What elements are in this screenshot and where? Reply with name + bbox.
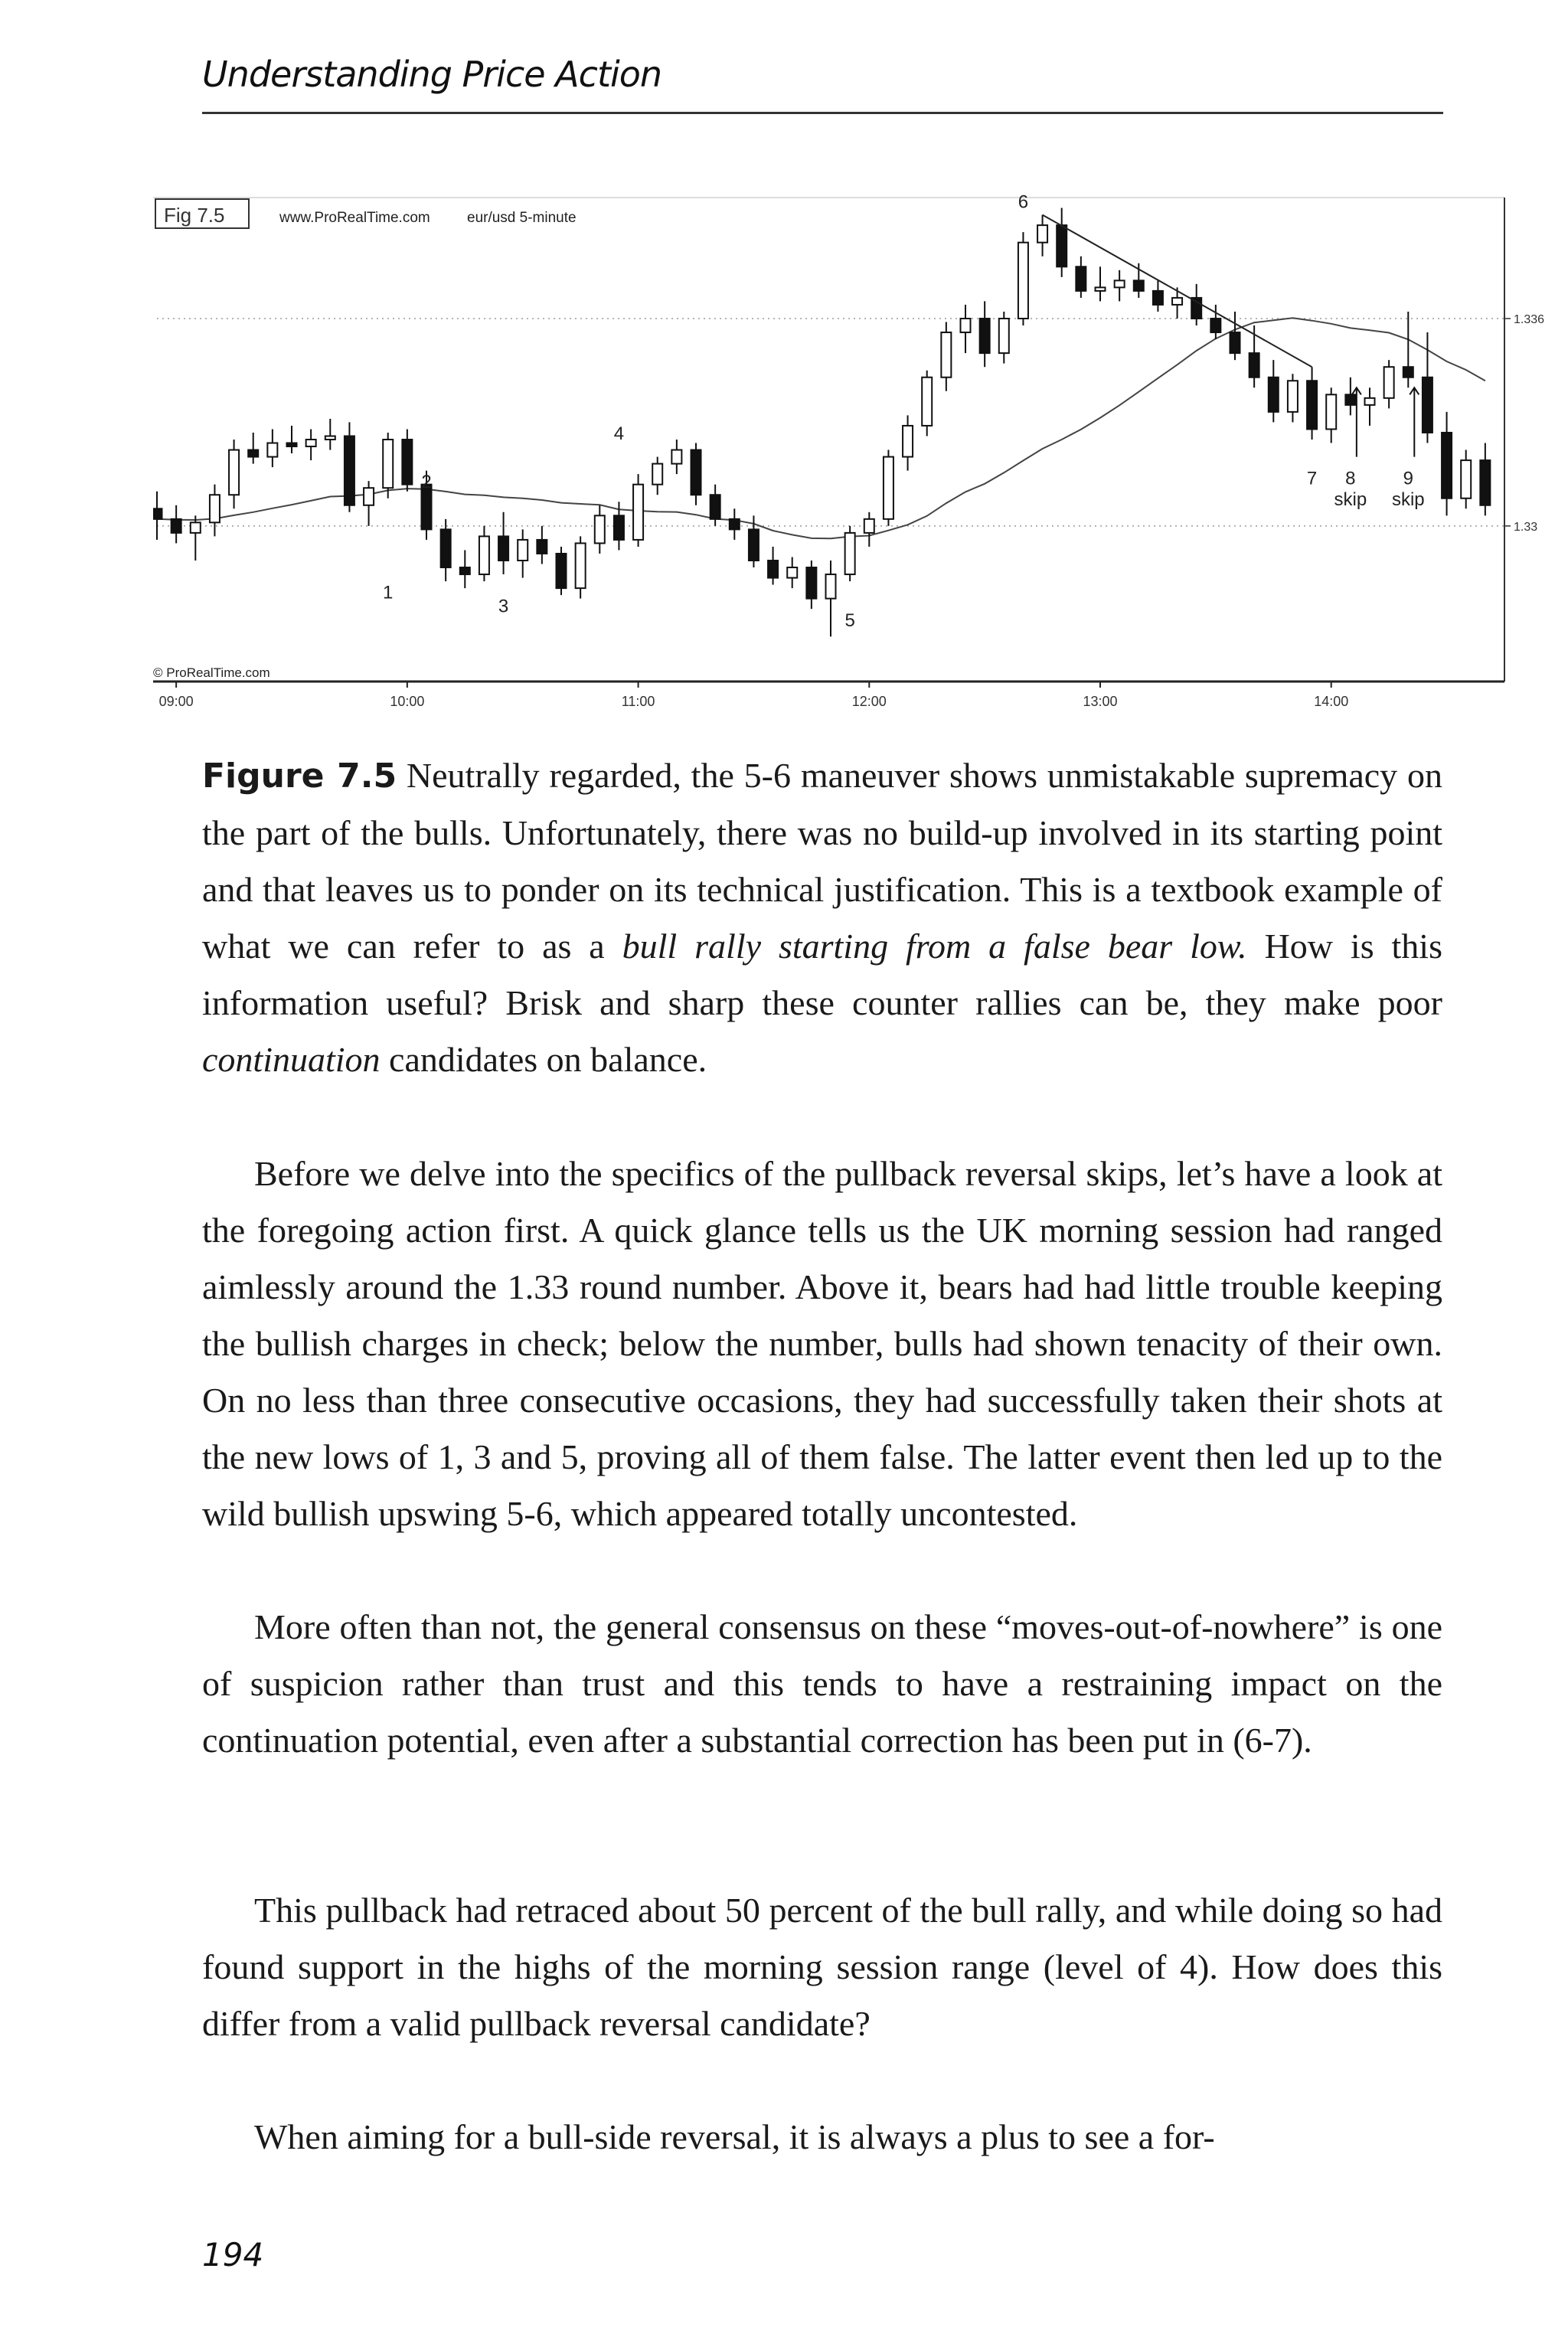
candle-body-down bbox=[1307, 381, 1317, 429]
instrument-label: eur/usd 5-minute bbox=[467, 210, 577, 226]
candle-body-down bbox=[806, 567, 816, 599]
candle-body-down bbox=[710, 495, 720, 519]
candle-body-down bbox=[1153, 291, 1163, 305]
candle-body-up bbox=[1172, 298, 1182, 305]
candle-body-down bbox=[1423, 378, 1432, 433]
candle-body-up bbox=[845, 533, 855, 574]
candle-body-up bbox=[383, 440, 393, 488]
x-tick-label: 12:00 bbox=[851, 694, 887, 709]
candle-body-down bbox=[1134, 280, 1144, 291]
candle-body-up bbox=[1018, 243, 1028, 319]
candle-body-down bbox=[537, 540, 547, 554]
candle-body-down bbox=[730, 519, 740, 530]
body-paragraph-2: More often than not, the general consensus on these “moves-out-of-nowhere” is one of suspicion rather than trust and this tends to have a restraining impact on the continuation potential, even after a substantial correction has been put in (6-7). bbox=[202, 1607, 1442, 1760]
candle-body-down bbox=[1076, 266, 1086, 291]
annotation-label: skip bbox=[1334, 489, 1367, 510]
y-tick-label: 1.33 bbox=[1514, 520, 1538, 534]
x-tick-label: 13:00 bbox=[1083, 694, 1118, 709]
candle-body-up bbox=[922, 378, 932, 426]
candle-body-up bbox=[306, 440, 316, 446]
candle-body-down bbox=[248, 450, 258, 457]
candle-body-down bbox=[768, 561, 778, 578]
candle-body-up bbox=[941, 332, 951, 378]
caption-text-2: How is this information useful? Brisk and sharp these counter rallies can be, they make poor bbox=[202, 927, 1442, 1022]
candle-body-down bbox=[498, 536, 508, 561]
watermark: © ProRealTime.com bbox=[153, 665, 270, 680]
candle-body-up bbox=[633, 485, 643, 540]
candle-body-up bbox=[1384, 367, 1394, 398]
price-chart-figure bbox=[153, 193, 1562, 729]
annotation-label: 5 bbox=[844, 610, 855, 631]
candle-body-up bbox=[267, 443, 277, 457]
annotation-label: skip bbox=[1391, 489, 1425, 510]
candle-body-down bbox=[749, 529, 759, 561]
candle-body-down bbox=[460, 567, 470, 574]
candle-body-down bbox=[172, 519, 181, 533]
chart-frame bbox=[153, 198, 1504, 682]
candle-body-down bbox=[153, 508, 162, 519]
candle-body-up bbox=[518, 540, 528, 561]
candle-body-up bbox=[595, 515, 605, 543]
candle-body-up bbox=[1461, 460, 1471, 498]
candle-body-up bbox=[210, 495, 220, 522]
ma-line bbox=[157, 318, 1485, 538]
candle-body-up bbox=[1096, 287, 1106, 291]
candle-body-up bbox=[1326, 394, 1336, 429]
fig-tag: Fig 7.5 bbox=[164, 204, 225, 227]
candle-body-up bbox=[671, 450, 681, 464]
candle-body-down bbox=[402, 440, 412, 485]
candle-body-up bbox=[191, 522, 201, 533]
header-title: Understanding Price Action bbox=[202, 54, 662, 95]
candle-body-up bbox=[479, 536, 489, 574]
candle-body-up bbox=[787, 567, 797, 578]
candle-body-down bbox=[691, 450, 701, 495]
axis-labels bbox=[159, 313, 1545, 709]
candle-body-up bbox=[1288, 381, 1298, 412]
caption-italic-1: bull rally starting from a false bear low. bbox=[622, 927, 1247, 966]
candle-body-down bbox=[287, 443, 297, 447]
body-paragraph-4: When aiming for a bull-side reversal, it is always a plus to see a for- bbox=[254, 2117, 1215, 2156]
running-header bbox=[202, 47, 1443, 114]
candle-body-down bbox=[1442, 433, 1452, 498]
candlestick-chart bbox=[153, 193, 1562, 729]
candle-body-down bbox=[1269, 378, 1279, 412]
candle-body-up bbox=[999, 319, 1009, 353]
candle-body-down bbox=[980, 319, 990, 353]
candle-body-up bbox=[325, 436, 335, 440]
x-tick-label: 11:00 bbox=[621, 694, 655, 709]
candle-body-up bbox=[1115, 280, 1125, 287]
candle-body-up bbox=[652, 464, 662, 485]
caption-text-3: candidates on balance. bbox=[380, 1040, 707, 1079]
candle-body-up bbox=[961, 319, 971, 332]
annotation-label: 7 bbox=[1306, 468, 1318, 489]
annotation-label: 6 bbox=[1018, 193, 1029, 213]
candles bbox=[153, 208, 1490, 637]
body-paragraph-3: This pullback had retraced about 50 percent of the bull rally, and while doing so had found support in the highs of the morning session range (level of 4). How does this differ from a valid pullback reversal candidate? bbox=[202, 1891, 1442, 2043]
candle-body-up bbox=[826, 574, 836, 599]
figure-caption bbox=[202, 747, 1442, 1088]
annotation-label: 2 bbox=[421, 472, 432, 493]
candle-body-up bbox=[229, 450, 239, 495]
candle-body-up bbox=[364, 488, 374, 505]
annotation-label: 4 bbox=[613, 423, 625, 444]
annotation-label: 8 bbox=[1345, 468, 1356, 489]
page-number: 194 bbox=[202, 2236, 264, 2273]
annotation-label: 1 bbox=[383, 582, 394, 603]
candle-body-down bbox=[1345, 394, 1355, 405]
candle-body-up bbox=[1037, 225, 1047, 243]
candle-body-down bbox=[1250, 353, 1259, 378]
x-tick-label: 09:00 bbox=[158, 694, 194, 709]
candle-body-down bbox=[557, 554, 567, 588]
candle-body-up bbox=[903, 426, 913, 457]
candle-body-down bbox=[1480, 460, 1490, 505]
candle-body-down bbox=[1057, 225, 1067, 266]
annotation-label: 3 bbox=[498, 596, 509, 617]
candle-body-down bbox=[614, 515, 624, 540]
candle-body-up bbox=[576, 543, 586, 588]
moving-average bbox=[157, 318, 1485, 538]
candle-body-down bbox=[441, 529, 451, 567]
candle-body-up bbox=[864, 519, 874, 533]
candle-body-up bbox=[884, 457, 893, 519]
candle-body-down bbox=[345, 436, 354, 505]
candle-body-up bbox=[1365, 398, 1375, 405]
x-tick-label: 14:00 bbox=[1314, 694, 1349, 709]
annotation-label: 9 bbox=[1403, 468, 1413, 489]
candle-body-down bbox=[1403, 367, 1413, 378]
caption-italic-2: continuation bbox=[202, 1040, 381, 1079]
source-label: www.ProRealTime.com bbox=[279, 210, 430, 226]
caption-label: Figure 7.5 bbox=[202, 757, 397, 796]
candle-body-down bbox=[1230, 332, 1240, 353]
x-tick-label: 10:00 bbox=[390, 694, 425, 709]
candle-body-down bbox=[1210, 319, 1220, 332]
y-tick-label: 1.336 bbox=[1514, 313, 1545, 326]
body-paragraph-1: Before we delve into the specifics of the pullback reversal skips, let’s have a look at the foregoing action first. A quick glance tells us the UK morning session had ranged aimlessly around the 1.33 round number. Above it, bears had had little trouble keeping the bullish charges in check; below the number, bulls had shown tenacity of their own. On no less than three consecutive occasions, they had successfully taken their shots at the new lows of 1, 3 and 5, proving all of them false. The latter event then led up to the wild bullish upswing 5-6, which appeared totally uncontested. bbox=[202, 1154, 1442, 1533]
caption-text-1: Neutrally regarded, the 5-6 maneuver shows unmistakable supremacy on the part of the bulls. Unfortunately, there was no build-up involved in its starting point and that leaves us to ponder on its technical justification. This is a textbook example of what we can refer to as a bbox=[202, 756, 1443, 966]
